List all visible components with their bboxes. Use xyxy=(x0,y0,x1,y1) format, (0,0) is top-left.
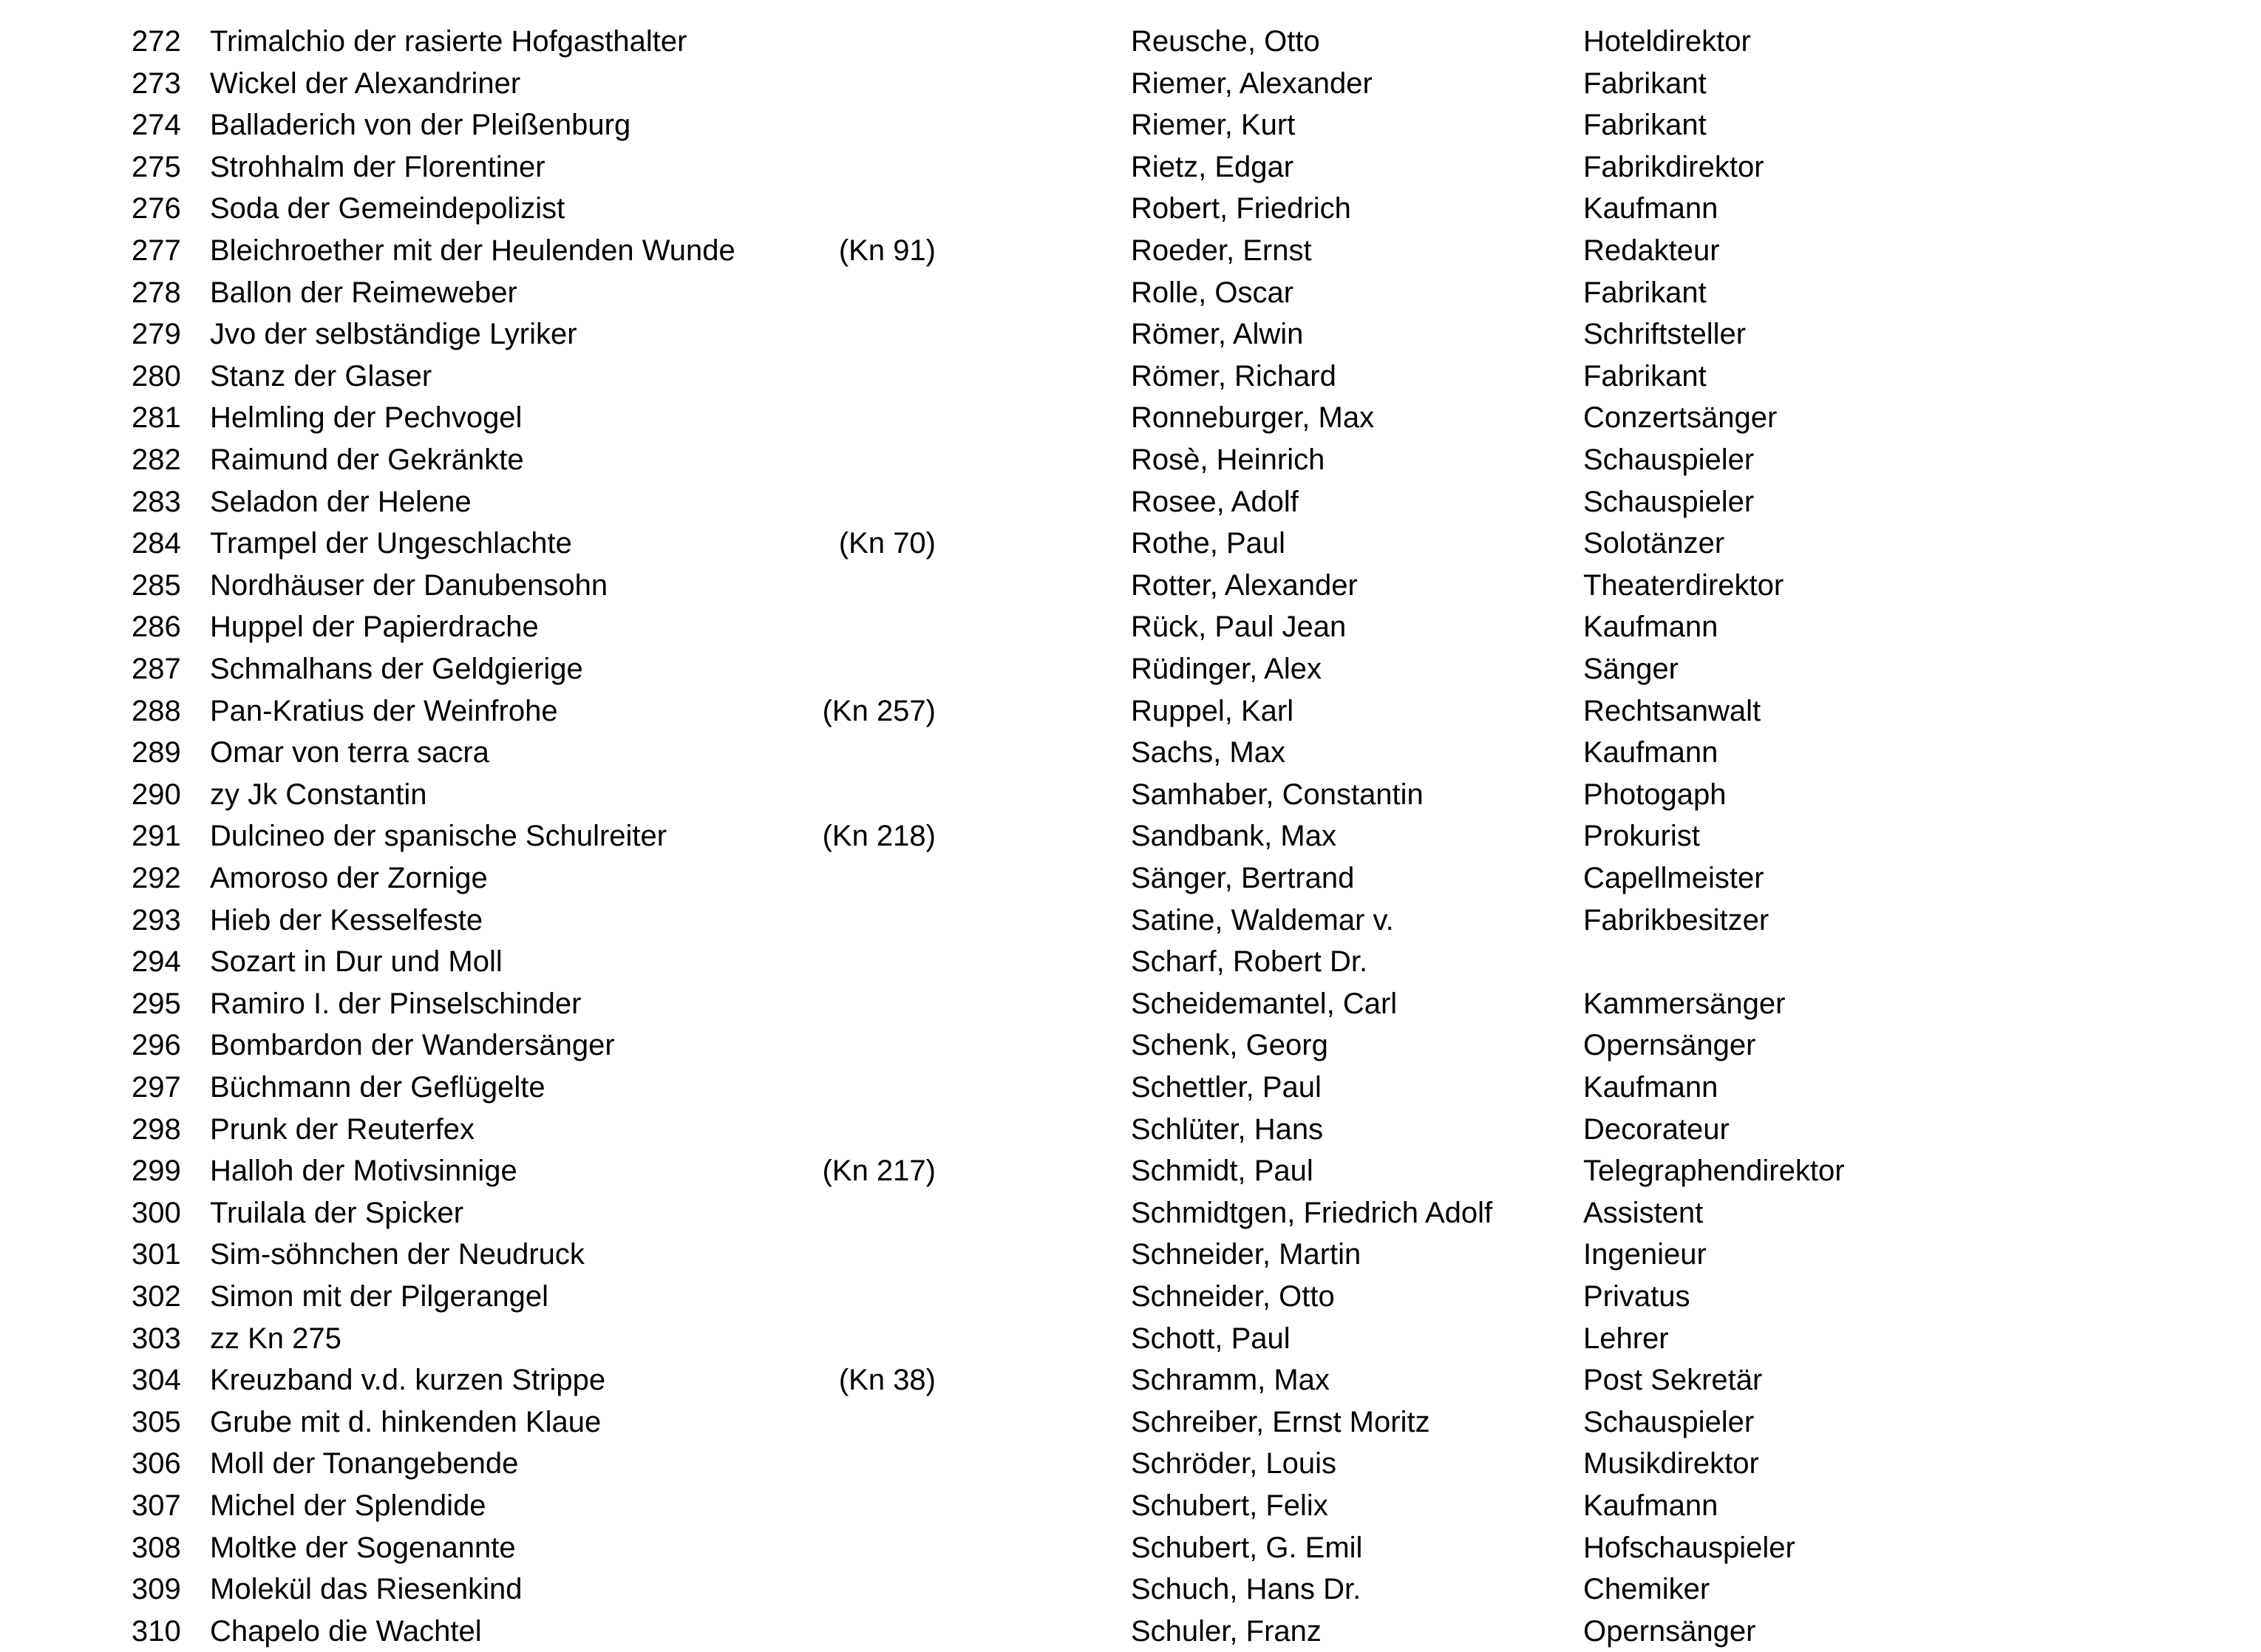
entry-profession: Opernsänger xyxy=(1583,1615,1756,1648)
entry-alias: zy Jk Constantin xyxy=(210,778,427,811)
entry-reference: (Kn 91) xyxy=(838,234,936,267)
entry-profession: Kaufmann xyxy=(1583,1489,1718,1522)
table-row xyxy=(0,1150,2261,1192)
entry-name: Reusche, Otto xyxy=(1131,25,1320,58)
entry-profession: Kaufmann xyxy=(1583,736,1718,769)
entry-name: Schneider, Martin xyxy=(1131,1238,1361,1271)
entry-number: 283 xyxy=(132,486,181,518)
entry-profession: Photogaph xyxy=(1583,778,1727,811)
entry-name: Römer, Alwin xyxy=(1131,318,1304,350)
entry-number: 272 xyxy=(132,25,181,58)
entry-alias: Helmling der Pechvogel xyxy=(210,401,523,434)
table-row xyxy=(0,146,2261,188)
entry-number: 282 xyxy=(132,443,181,476)
entry-name: Ronneburger, Max xyxy=(1131,401,1375,434)
entry-name: Robert, Friedrich xyxy=(1131,192,1351,225)
table-row xyxy=(0,272,2261,313)
entry-profession: Chemiker xyxy=(1583,1573,1710,1605)
entry-name: Sandbank, Max xyxy=(1131,820,1336,852)
entry-name: Sachs, Max xyxy=(1131,736,1285,769)
entry-number: 288 xyxy=(132,695,181,727)
entry-name: Römer, Richard xyxy=(1131,360,1336,392)
entry-profession: Telegraphendirektor xyxy=(1583,1155,1845,1187)
entry-number: 280 xyxy=(132,360,181,392)
entry-alias: Schmalhans der Geldgierige xyxy=(210,653,583,685)
entry-number: 293 xyxy=(132,904,181,937)
table-row xyxy=(0,565,2261,606)
entry-alias: Ballon der Reimeweber xyxy=(210,276,517,309)
table-row xyxy=(0,1485,2261,1526)
entry-name: Rüdinger, Alex xyxy=(1131,653,1322,685)
entry-name: Rolle, Oscar xyxy=(1131,276,1294,309)
entry-reference: (Kn 70) xyxy=(838,527,936,560)
entry-name: Rosee, Adolf xyxy=(1131,486,1299,518)
entry-profession: Kammersänger xyxy=(1583,988,1786,1020)
entry-number: 296 xyxy=(132,1029,181,1061)
entry-profession: Post Sekretär xyxy=(1583,1364,1763,1396)
entry-number: 275 xyxy=(132,151,181,183)
entry-profession: Musikdirektor xyxy=(1583,1447,1759,1480)
entry-reference: (Kn 38) xyxy=(838,1364,936,1396)
entry-profession: Conzertsänger xyxy=(1583,401,1778,434)
entry-profession: Hofschauspieler xyxy=(1583,1532,1795,1564)
entry-number: 281 xyxy=(132,401,181,434)
entry-alias: Trimalchio der rasierte Hofgasthalter xyxy=(210,25,687,58)
entry-alias: Michel der Splendide xyxy=(210,1489,486,1522)
entry-alias: Balladerich von der Pleißenburg xyxy=(210,109,631,141)
entry-number: 278 xyxy=(132,276,181,309)
entry-name: Rothe, Paul xyxy=(1131,527,1286,560)
entry-number: 287 xyxy=(132,653,181,685)
entry-profession: Privatus xyxy=(1583,1280,1690,1313)
entry-number: 289 xyxy=(132,736,181,769)
entry-profession: Redakteur xyxy=(1583,234,1720,267)
entry-name: Scheidemantel, Carl xyxy=(1131,988,1398,1020)
table-row xyxy=(0,1192,2261,1234)
table-row xyxy=(0,941,2261,982)
entry-number: 284 xyxy=(132,527,181,560)
entry-profession: Decorateur xyxy=(1583,1113,1730,1146)
entry-alias: Nordhäuser der Danubensohn xyxy=(210,569,608,602)
entry-alias: zz Kn 275 xyxy=(210,1322,341,1355)
entry-number: 302 xyxy=(132,1280,181,1313)
entry-alias: Moltke der Sogenannte xyxy=(210,1532,516,1564)
entry-name: Riemer, Alexander xyxy=(1131,67,1373,100)
entry-profession: Prokurist xyxy=(1583,820,1700,852)
entry-number: 285 xyxy=(132,569,181,602)
entry-number: 297 xyxy=(132,1071,181,1104)
entry-number: 292 xyxy=(132,862,181,894)
entry-number: 299 xyxy=(132,1155,181,1187)
entry-profession: Fabrikbesitzer xyxy=(1583,904,1769,937)
entry-profession: Fabrikant xyxy=(1583,109,1707,141)
entry-profession: Schauspieler xyxy=(1583,443,1755,476)
entry-alias: Halloh der Motivsinnige xyxy=(210,1155,517,1187)
entry-number: 279 xyxy=(132,318,181,350)
entry-number: 310 xyxy=(132,1615,181,1648)
entry-alias: Wickel der Alexandriner xyxy=(210,67,521,100)
entry-profession: Capellmeister xyxy=(1583,862,1764,894)
entry-name: Schmidt, Paul xyxy=(1131,1155,1313,1187)
entry-alias: Bleichroether mit der Heulenden Wunde xyxy=(210,234,735,267)
entry-profession: Schriftsteller xyxy=(1583,318,1747,350)
entry-alias: Trampel der Ungeschlachte xyxy=(210,527,572,560)
entry-name: Rück, Paul Jean xyxy=(1131,611,1347,643)
entry-profession: Fabrikant xyxy=(1583,276,1707,309)
entry-alias: Soda der Gemeindepolizist xyxy=(210,192,565,225)
entry-number: 286 xyxy=(132,611,181,643)
entry-name: Schmidtgen, Friedrich Adolf xyxy=(1131,1197,1493,1229)
table-row xyxy=(0,815,2261,857)
entry-name: Schuch, Hans Dr. xyxy=(1131,1573,1361,1605)
entry-profession: Schauspieler xyxy=(1583,1406,1755,1438)
entry-profession: Sänger xyxy=(1583,653,1679,685)
entry-profession: Kaufmann xyxy=(1583,611,1718,643)
entry-number: 301 xyxy=(132,1238,181,1271)
entry-alias: Omar von terra sacra xyxy=(210,736,489,769)
entry-name: Schettler, Paul xyxy=(1131,1071,1322,1104)
entry-alias: Kreuzband v.d. kurzen Strippe xyxy=(210,1364,606,1396)
entry-profession: Solotänzer xyxy=(1583,527,1725,560)
table-row xyxy=(0,439,2261,480)
entry-number: 305 xyxy=(132,1406,181,1438)
entry-alias: Sozart in Dur und Moll xyxy=(210,945,503,978)
table-row xyxy=(0,230,2261,271)
entry-alias: Dulcineo der spanische Schulreiter xyxy=(210,820,667,852)
table-row xyxy=(0,63,2261,104)
table-row xyxy=(0,1067,2261,1108)
entry-alias: Molekül das Riesenkind xyxy=(210,1573,523,1605)
entry-name: Schott, Paul xyxy=(1131,1322,1291,1355)
table-row xyxy=(0,732,2261,773)
entry-profession: Kaufmann xyxy=(1583,1071,1718,1104)
entry-number: 295 xyxy=(132,988,181,1020)
entry-alias: Pan-Kratius der Weinfrohe xyxy=(210,695,558,727)
table-row xyxy=(0,1611,2261,1652)
entry-alias: Stanz der Glaser xyxy=(210,360,432,392)
table-row xyxy=(0,606,2261,647)
entry-profession: Opernsänger xyxy=(1583,1029,1756,1061)
table-row xyxy=(0,481,2261,523)
entry-name: Rotter, Alexander xyxy=(1131,569,1358,602)
entry-alias: Amoroso der Zornige xyxy=(210,862,488,894)
entry-name: Schlüter, Hans xyxy=(1131,1113,1324,1146)
entry-reference: (Kn 217) xyxy=(822,1155,936,1187)
entry-name: Schneider, Otto xyxy=(1131,1280,1335,1313)
entry-name: Satine, Waldemar v. xyxy=(1131,904,1394,937)
table-row xyxy=(0,1568,2261,1610)
table-row xyxy=(0,1024,2261,1066)
entry-alias: Raimund der Gekränkte xyxy=(210,443,524,476)
table-row xyxy=(0,21,2261,62)
entry-number: 309 xyxy=(132,1573,181,1605)
entry-number: 294 xyxy=(132,945,181,978)
entry-name: Schramm, Max xyxy=(1131,1364,1330,1396)
entry-alias: Seladon der Helene xyxy=(210,486,472,518)
entry-number: 277 xyxy=(132,234,181,267)
entry-profession: Schauspieler xyxy=(1583,486,1755,518)
entry-number: 300 xyxy=(132,1197,181,1229)
table-row xyxy=(0,523,2261,564)
entry-name: Schreiber, Ernst Moritz xyxy=(1131,1406,1430,1438)
table-row xyxy=(0,188,2261,229)
entry-alias: Moll der Tonangebende xyxy=(210,1447,519,1480)
table-row xyxy=(0,1401,2261,1443)
entry-alias: Hieb der Kesselfeste xyxy=(210,904,483,937)
entry-profession: Fabrikant xyxy=(1583,67,1707,100)
entry-profession: Hoteldirektor xyxy=(1583,25,1751,58)
entry-number: 307 xyxy=(132,1489,181,1522)
entry-number: 273 xyxy=(132,67,181,100)
table-row xyxy=(0,397,2261,438)
entry-alias: Chapelo die Wachtel xyxy=(210,1615,482,1648)
entry-name: Rietz, Edgar xyxy=(1131,151,1294,183)
table-row xyxy=(0,104,2261,146)
entry-profession: Fabrikdirektor xyxy=(1583,151,1764,183)
entry-alias: Truilala der Spicker xyxy=(210,1197,464,1229)
entry-reference: (Kn 257) xyxy=(822,695,936,727)
table-row xyxy=(0,774,2261,815)
table-row xyxy=(0,356,2261,397)
table-row xyxy=(0,690,2261,732)
entry-number: 306 xyxy=(132,1447,181,1480)
entry-profession: Theaterdirektor xyxy=(1583,569,1784,602)
entry-name: Sänger, Bertrand xyxy=(1131,862,1355,894)
entry-name: Schubert, Felix xyxy=(1131,1489,1328,1522)
entry-name: Schröder, Louis xyxy=(1131,1447,1336,1480)
entry-name: Schenk, Georg xyxy=(1131,1029,1328,1061)
entry-number: 290 xyxy=(132,778,181,811)
entry-profession: Kaufmann xyxy=(1583,192,1718,225)
entry-name: Riemer, Kurt xyxy=(1131,109,1296,141)
table-row xyxy=(0,1109,2261,1150)
entry-alias: Jvo der selbständige Lyriker xyxy=(210,318,577,350)
entry-name: Rosè, Heinrich xyxy=(1131,443,1325,476)
entry-number: 304 xyxy=(132,1364,181,1396)
entry-alias: Ramiro I. der Pinselschinder xyxy=(210,988,582,1020)
entry-number: 308 xyxy=(132,1532,181,1564)
entry-name: Samhaber, Constantin xyxy=(1131,778,1424,811)
table-row xyxy=(0,900,2261,941)
entry-name: Schubert, G. Emil xyxy=(1131,1532,1363,1564)
entry-profession: Assistent xyxy=(1583,1197,1704,1229)
table-row xyxy=(0,1234,2261,1275)
entry-reference: (Kn 218) xyxy=(822,820,936,852)
entry-alias: Bombardon der Wandersänger xyxy=(210,1029,615,1061)
table-row xyxy=(0,1443,2261,1484)
entry-number: 291 xyxy=(132,820,181,852)
table-row xyxy=(0,1359,2261,1401)
entry-name: Roeder, Ernst xyxy=(1131,234,1312,267)
table-row xyxy=(0,313,2261,355)
entry-number: 303 xyxy=(132,1322,181,1355)
entry-number: 298 xyxy=(132,1113,181,1146)
entry-alias: Huppel der Papierdrache xyxy=(210,611,539,643)
entry-alias: Grube mit d. hinkenden Klaue xyxy=(210,1406,602,1438)
table-row xyxy=(0,1318,2261,1359)
entry-number: 276 xyxy=(132,192,181,225)
entry-name: Schuler, Franz xyxy=(1131,1615,1322,1648)
table-row xyxy=(0,1276,2261,1317)
entry-alias: Büchmann der Geflügelte xyxy=(210,1071,545,1104)
entry-profession: Ingenieur xyxy=(1583,1238,1707,1271)
entry-number: 274 xyxy=(132,109,181,141)
entry-alias: Prunk der Reuterfex xyxy=(210,1113,475,1146)
table-row xyxy=(0,983,2261,1024)
table-row xyxy=(0,1527,2261,1568)
entry-profession: Lehrer xyxy=(1583,1322,1669,1355)
entry-name: Scharf, Robert Dr. xyxy=(1131,945,1368,978)
entry-name: Ruppel, Karl xyxy=(1131,695,1294,727)
table-row xyxy=(0,648,2261,690)
entry-alias: Strohhalm der Florentiner xyxy=(210,151,545,183)
table-row xyxy=(0,857,2261,899)
entry-alias: Simon mit der Pilgerangel xyxy=(210,1280,548,1313)
entry-alias: Sim-söhnchen der Neudruck xyxy=(210,1238,585,1271)
entry-profession: Fabrikant xyxy=(1583,360,1707,392)
entry-profession: Rechtsanwalt xyxy=(1583,695,1761,727)
